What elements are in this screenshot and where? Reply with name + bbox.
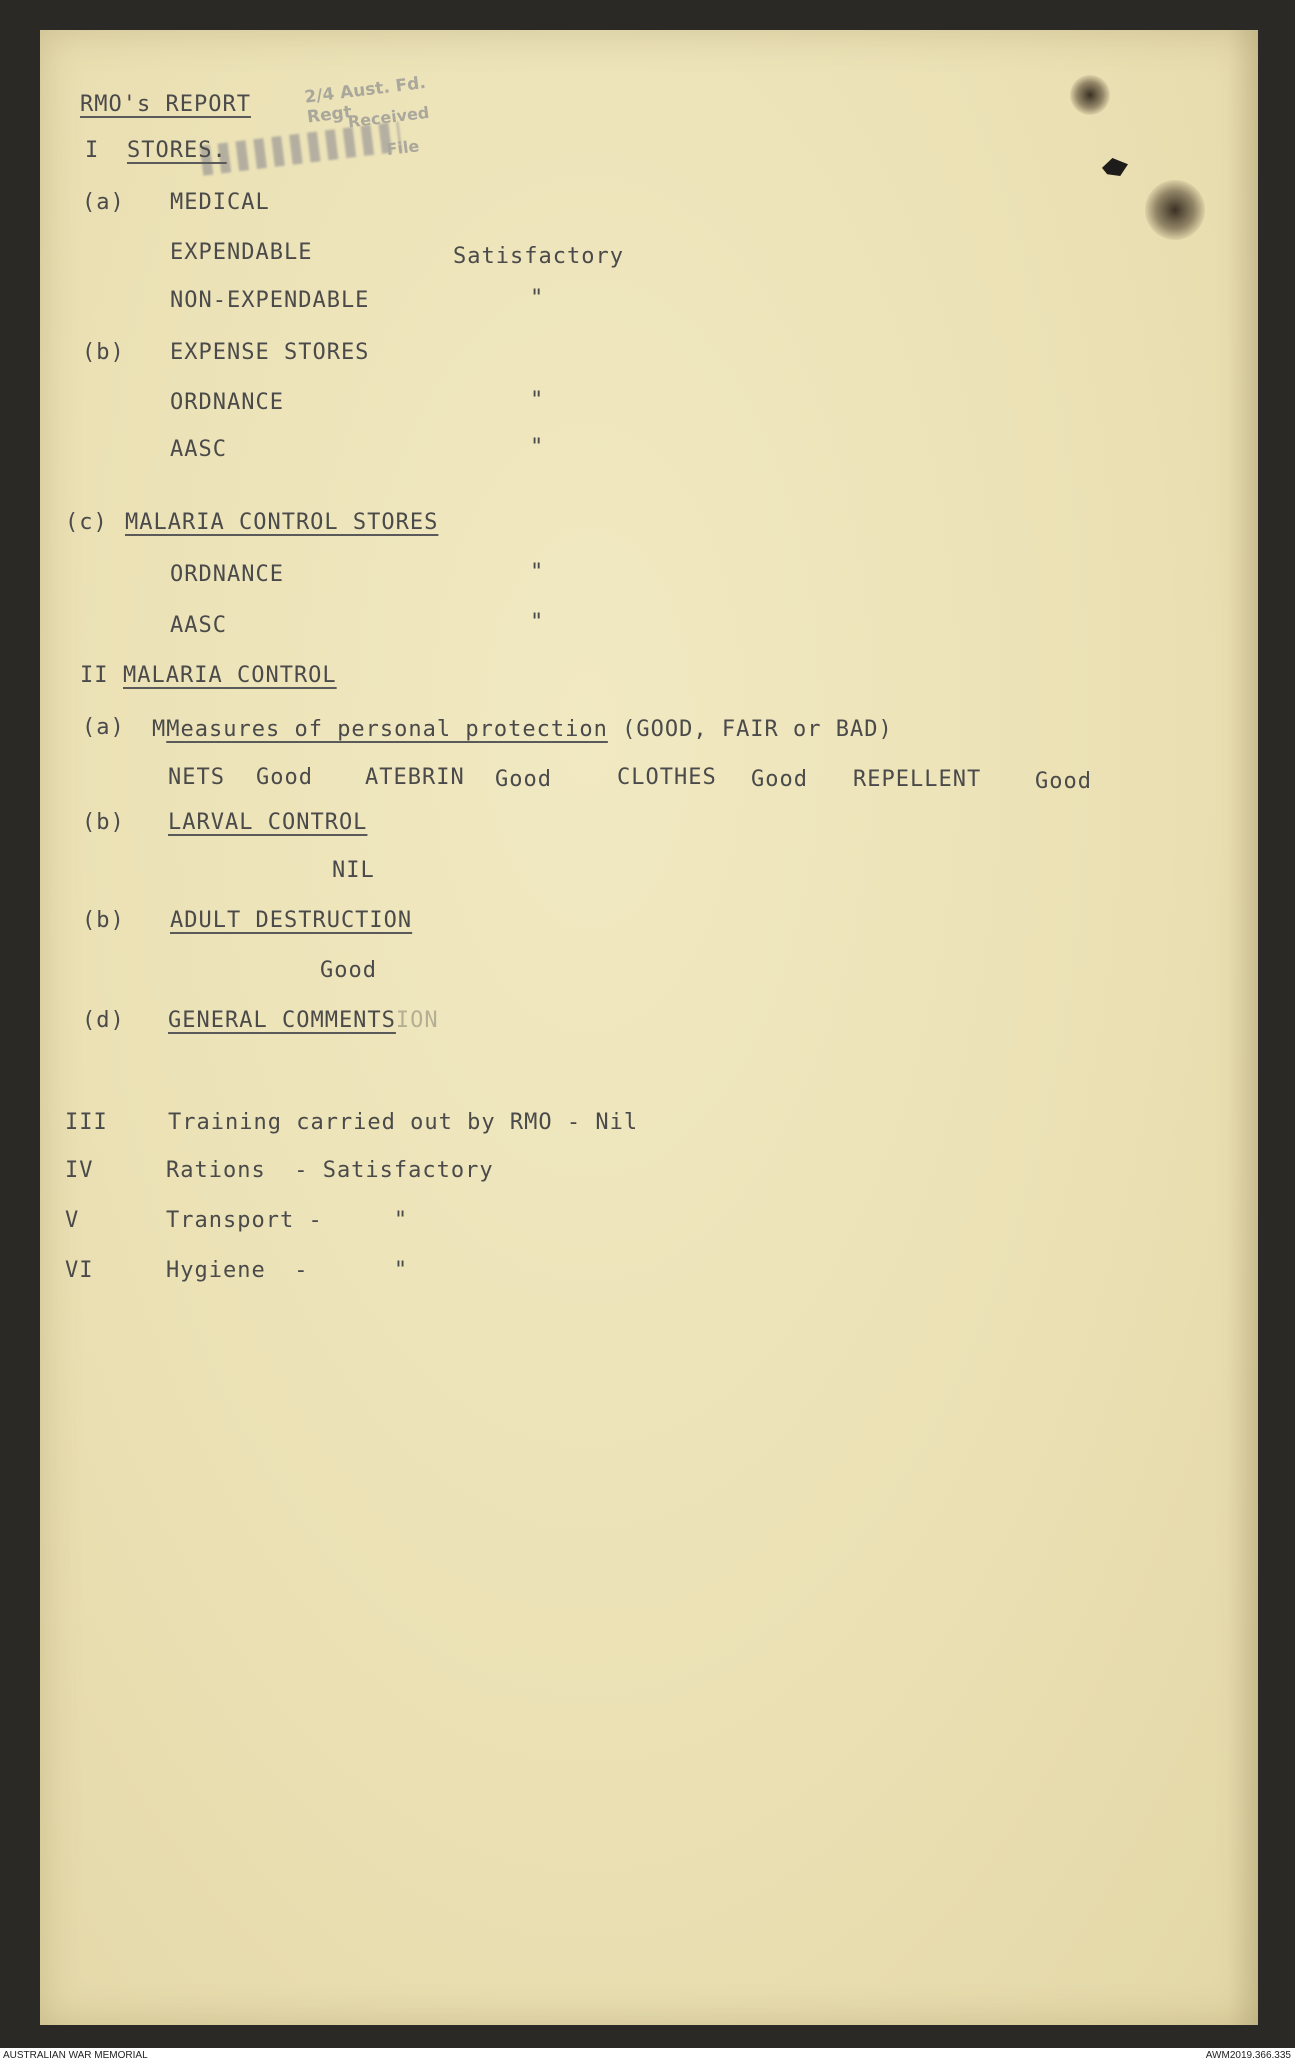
paper-tear (1102, 158, 1128, 176)
section-4-numeral: IV (65, 1158, 94, 1183)
item-2a-letter: (a) (82, 715, 125, 740)
rating-nets-value: Good (256, 765, 313, 790)
item-2b-letter: (b) (82, 810, 125, 835)
item-2a-line (152, 717, 893, 742)
aasc-value: " (530, 435, 545, 460)
aasc-label: AASC (170, 437, 227, 462)
section-5-numeral: V (65, 1208, 80, 1233)
item-2a-label-rest: (GOOD, FAIR or BAD) (607, 717, 893, 742)
paper-stain (1070, 75, 1110, 115)
expendable-value: Satisfactory (453, 244, 624, 269)
stamp-line-3: File (385, 136, 421, 160)
item-c-letter: (c) (65, 510, 108, 535)
stamp-ink-smudge (200, 122, 402, 176)
malaria-aasc-value: " (530, 610, 545, 635)
section-1-heading: STORES. (127, 138, 227, 163)
section-3-numeral: III (65, 1110, 108, 1135)
footer-accession-number: AWM2019.366.335 (1205, 2050, 1291, 2061)
malaria-aasc-label: AASC (170, 613, 227, 638)
item-2b-label: LARVAL CONTROL (168, 810, 368, 835)
section-6-numeral: VI (65, 1258, 94, 1283)
rating-repellent-value: Good (1035, 769, 1092, 794)
section-4-text: Rations - Satisfactory (166, 1158, 494, 1183)
paper-stain (1145, 180, 1205, 240)
item-b-letter: (b) (82, 340, 125, 365)
item-2b2-letter: (b) (82, 908, 125, 933)
rating-clothes-label: CLOTHES (617, 765, 717, 790)
section-2-heading: MALARIA CONTROL (123, 663, 337, 688)
item-c-label: MALARIA CONTROL STORES (125, 510, 439, 535)
report-title: RMO's REPORT (80, 92, 251, 117)
item-b-label: EXPENSE STORES (170, 340, 370, 365)
rating-repellent-label: REPELLENT (853, 767, 982, 792)
malaria-ordnance-label: ORDNANCE (170, 562, 284, 587)
rating-atebrin-value: Good (495, 767, 552, 792)
rating-atebrin-label: ATEBRIN (365, 765, 465, 790)
ordnance-value: " (530, 388, 545, 413)
stamp-line-2: Received (346, 102, 431, 132)
stamp-line-1: 2/4 Aust. Fd. Regt (303, 72, 427, 128)
footer-source-label: AUSTRALIAN WAR MEMORIAL (3, 2050, 148, 2061)
non-expendable-value: " (530, 286, 545, 311)
item-2d-line (168, 1008, 439, 1033)
section-5-text: Transport - " (166, 1208, 409, 1233)
item-2b2-value: Good (320, 958, 377, 983)
malaria-ordnance-value: " (530, 560, 545, 585)
item-2d-letter: (d) (82, 1008, 125, 1033)
section-2-numeral: II (80, 663, 109, 688)
item-2b2-label: ADULT DESTRUCTION (170, 908, 413, 933)
expendable-label: EXPENDABLE (170, 240, 313, 265)
section-3-text: Training carried out by RMO - Nil (168, 1110, 639, 1135)
ordnance-label: ORDNANCE (170, 390, 284, 415)
item-2b-value: NIL (332, 858, 375, 883)
item-2d-label: GENERAL COMMENTS (168, 1008, 396, 1033)
section-6-text: Hygiene - " (166, 1258, 409, 1283)
rating-nets-label: NETS (168, 765, 225, 790)
document-page (40, 30, 1258, 2025)
item-a-label: MEDICAL (170, 190, 270, 215)
item-2a-label: Measures of personal protection (166, 717, 608, 742)
item-a-letter: (a) (82, 190, 125, 215)
item-2a-prefix: M (152, 717, 167, 742)
item-2d-label-faint: ION (395, 1008, 439, 1033)
section-1-numeral: I (85, 138, 100, 163)
rating-clothes-value: Good (751, 767, 808, 792)
non-expendable-label: NON-EXPENDABLE (170, 288, 370, 313)
